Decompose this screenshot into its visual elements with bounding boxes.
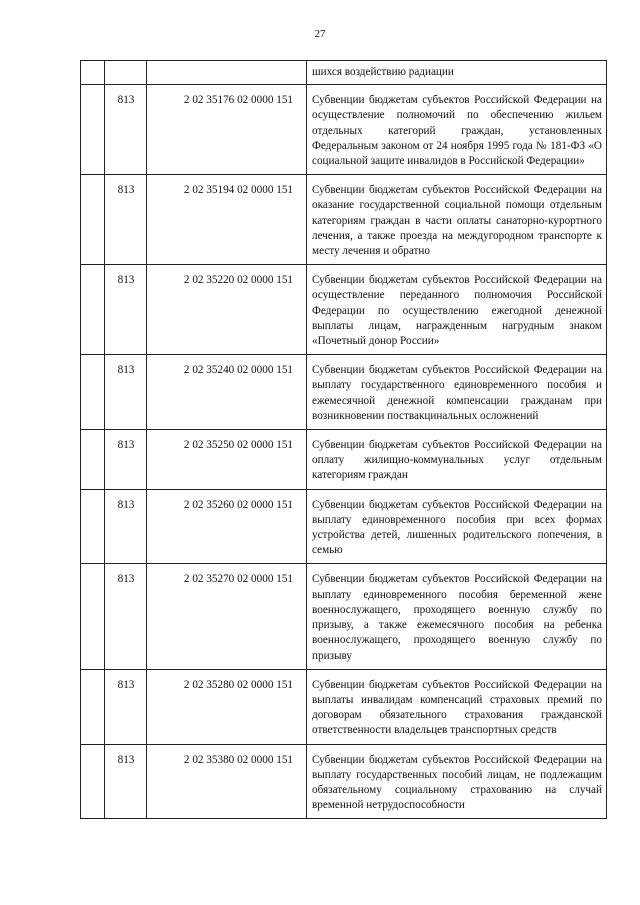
description-cell: Субвенции бюджетам субъектов Российской Федерации на оказание государственной социальной помощи отдельным категориям граждан в части оплаты санаторно-курортного лечения, а также проезда на междугородном транспорте к месту лечения и обратно <box>307 175 607 265</box>
table-row <box>81 175 607 265</box>
row-number-cell <box>81 175 105 265</box>
budget-code-cell: 2 02 35380 02 0000 151 <box>147 744 307 819</box>
description-cell: Субвенции бюджетам субъектов Российской Федерации на оплату жилищно-коммунальных услуг отдельным категориям граждан <box>307 430 607 490</box>
table-row <box>81 744 607 819</box>
row-number-cell <box>81 669 105 744</box>
row-number-cell <box>81 85 105 175</box>
budget-code-cell <box>147 61 307 85</box>
description-cell: Субвенции бюджетам субъектов Российской Федерации на выплату единовременного пособия при всех формах устройства детей, лишенных родительского попечения, в семью <box>307 489 607 564</box>
table-row <box>81 355 607 430</box>
description-cell: шихся воздействию радиации <box>307 61 607 85</box>
table-body <box>81 61 607 819</box>
admin-code-cell: 813 <box>105 175 147 265</box>
budget-code-cell: 2 02 35176 02 0000 151 <box>147 85 307 175</box>
budget-code-cell: 2 02 35270 02 0000 151 <box>147 564 307 669</box>
row-number-cell <box>81 489 105 564</box>
description-cell: Субвенции бюджетам субъектов Российской Федерации на осуществление переданного полномочия Российской Федерации по осуществлению ежегодной денежной выплаты лицам, награжденным нагрудным знаком «Почетный донор России» <box>307 265 607 355</box>
table-row <box>81 564 607 669</box>
row-number-cell <box>81 355 105 430</box>
table-row <box>81 85 607 175</box>
description-cell: Субвенции бюджетам субъектов Российской Федерации на выплаты инвалидам компенсаций страховых премий по договорам обязательного страхования гражданской ответственности владельцев транспортных средств <box>307 669 607 744</box>
table-row <box>81 669 607 744</box>
row-number-cell <box>81 564 105 669</box>
admin-code-cell: 813 <box>105 85 147 175</box>
admin-code-cell <box>105 61 147 85</box>
budget-code-cell: 2 02 35220 02 0000 151 <box>147 265 307 355</box>
row-number-cell <box>81 265 105 355</box>
row-number-cell <box>81 744 105 819</box>
table-row <box>81 430 607 490</box>
budget-code-cell: 2 02 35194 02 0000 151 <box>147 175 307 265</box>
budget-code-table <box>80 60 607 819</box>
description-cell: Субвенции бюджетам субъектов Российской Федерации на выплату государственного единовременного пособия и ежемесячной денежной компенсации гражданам при возникновении поствакцинальных осложнений <box>307 355 607 430</box>
admin-code-cell: 813 <box>105 669 147 744</box>
budget-code-cell: 2 02 35260 02 0000 151 <box>147 489 307 564</box>
budget-code-cell: 2 02 35250 02 0000 151 <box>147 430 307 490</box>
budget-code-cell: 2 02 35240 02 0000 151 <box>147 355 307 430</box>
row-number-cell <box>81 61 105 85</box>
table-row <box>81 489 607 564</box>
admin-code-cell: 813 <box>105 355 147 430</box>
description-cell: Субвенции бюджетам субъектов Российской Федерации на выплату государственных пособий лицам, не подлежащим обязательному социальному страхованию на случай временной нетрудоспособности <box>307 744 607 819</box>
description-cell: Субвенции бюджетам субъектов Российской Федерации на выплату единовременного пособия беременной жене военнослужащего, проходящего военную службу по призыву, а также ежемесячного пособия на ребенка военнослужащего, проходящего военную службу по призыву <box>307 564 607 669</box>
table-row <box>81 265 607 355</box>
budget-code-cell: 2 02 35280 02 0000 151 <box>147 669 307 744</box>
admin-code-cell: 813 <box>105 744 147 819</box>
admin-code-cell: 813 <box>105 564 147 669</box>
admin-code-cell: 813 <box>105 430 147 490</box>
table-row-continuation <box>81 61 607 85</box>
row-number-cell <box>81 430 105 490</box>
page-number: 27 <box>314 28 326 40</box>
admin-code-cell: 813 <box>105 489 147 564</box>
description-cell: Субвенции бюджетам субъектов Российской Федерации на осуществление полномочий по обеспечению жильем отдельных категорий граждан, установленных Федеральным законом от 24 ноября 1995 года № 181-ФЗ «О социальной защите инвалидов в Российской Федерации» <box>307 85 607 175</box>
admin-code-cell: 813 <box>105 265 147 355</box>
